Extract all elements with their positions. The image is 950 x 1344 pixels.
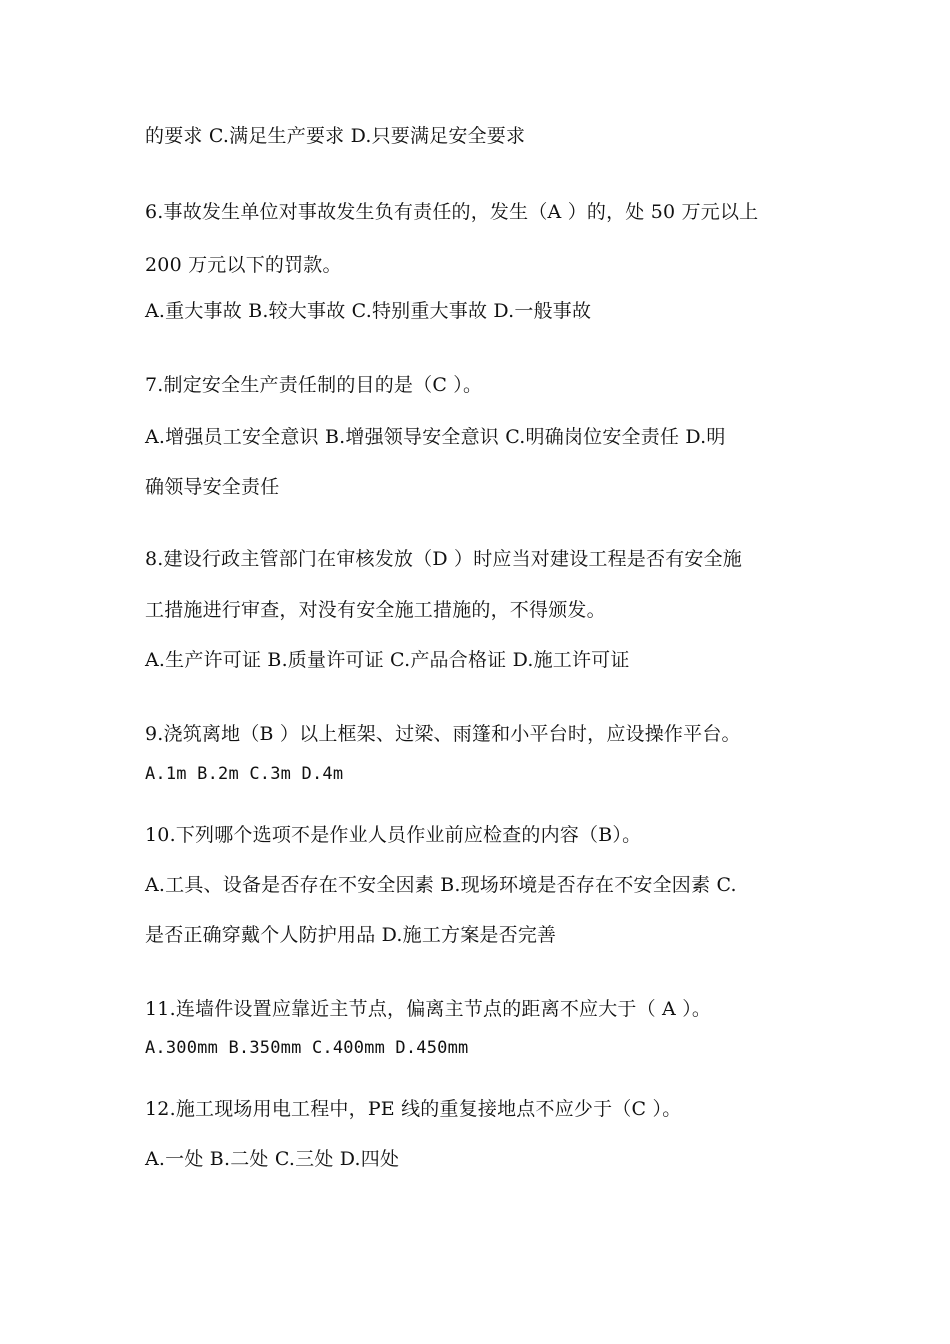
question-8-stem-cont: 工措施进行审查，对没有安全施工措施的，不得颁发。 — [145, 599, 606, 621]
question-7-options: A.增强员工安全意识 B.增强领导安全意识 C.明确岗位安全责任 D.明 — [145, 426, 726, 448]
question-9-stem: 9.浇筑离地（B ）以上框架、过梁、雨篷和小平台时，应设操作平台。 — [145, 723, 741, 745]
question-6-options: A.重大事故 B.较大事故 C.特别重大事故 D.一般事故 — [145, 300, 592, 322]
question-6-stem-cont: 200 万元以下的罚款。 — [145, 254, 342, 276]
question-10-stem: 10.下列哪个选项不是作业人员作业前应检查的内容（B）。 — [145, 824, 642, 846]
question-10-options: A.工具、设备是否存在不安全因素 B.现场环境是否存在不安全因素 C. — [145, 874, 737, 896]
question-11-options: A.300mm B.350mm C.400mm D.450mm — [145, 1038, 469, 1058]
question-8-stem: 8.建设行政主管部门在审核发放（D ）时应当对建设工程是否有安全施 — [145, 548, 743, 570]
question-7-options-cont: 确领导安全责任 — [145, 476, 280, 498]
question-7-stem: 7.制定安全生产责任制的目的是（C ）。 — [145, 374, 483, 396]
question-10-options-cont: 是否正确穿戴个人防护用品 D.施工方案是否完善 — [145, 924, 557, 946]
question-8-options: A.生产许可证 B.质量许可证 C.产品合格证 D.施工许可证 — [145, 649, 630, 671]
question-11-stem: 11.连墙件设置应靠近主节点，偏离主节点的距离不应大于（ A ）。 — [145, 998, 712, 1020]
question-12-options: A.一处 B.二处 C.三处 D.四处 — [145, 1148, 400, 1170]
question-12-stem: 12.施工现场用电工程中，PE 线的重复接地点不应少于（C ）。 — [145, 1098, 682, 1120]
question-6-stem: 6.事故发生单位对事故发生负有责任的，发生（A ）的，处 50 万元以上 — [145, 201, 759, 223]
text-line: 的要求 C.满足生产要求 D.只要满足安全要求 — [145, 125, 526, 147]
question-9-options: A.1m B.2m C.3m D.4m — [145, 764, 344, 784]
